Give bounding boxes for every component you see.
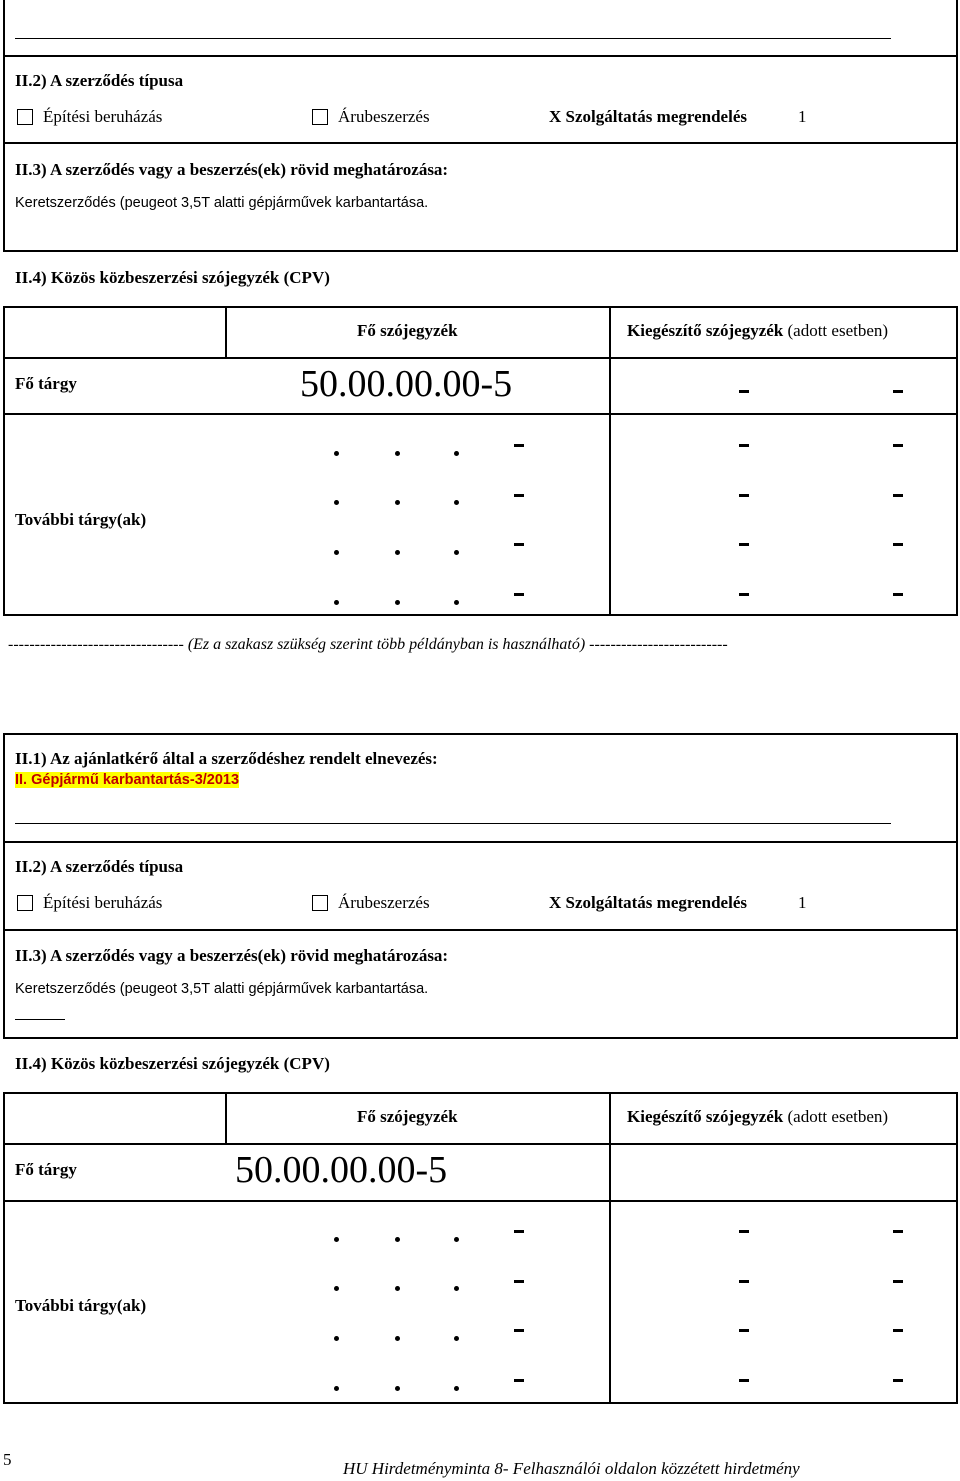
label-supply: Árubeszerzés	[338, 107, 430, 126]
dash	[739, 444, 749, 447]
row-main-label: Fő tárgy	[15, 1160, 77, 1179]
dash	[893, 494, 903, 497]
cpv-table	[3, 1092, 958, 1404]
dash	[739, 1329, 749, 1332]
cell-border	[609, 306, 611, 616]
dash	[514, 1379, 524, 1382]
col-supp-header	[627, 1107, 888, 1127]
dot	[334, 451, 339, 456]
section-separator	[8, 636, 728, 654]
service-note: 1	[798, 893, 807, 912]
dash	[514, 1280, 524, 1283]
name-value	[15, 772, 239, 788]
cpv-table	[3, 306, 958, 616]
cell-border	[225, 306, 227, 357]
dash	[514, 1329, 524, 1332]
col-supp-label: Kiegészítő szójegyzék	[627, 321, 784, 340]
dash	[893, 390, 903, 393]
dash	[739, 1379, 749, 1382]
dot	[454, 1237, 459, 1242]
rule	[15, 823, 891, 824]
label-construction: Építési beruházás	[43, 107, 163, 126]
cell-border	[609, 1092, 611, 1404]
name-value-text: II. Gépjármű karbantartás-3/2013	[15, 772, 240, 788]
divider	[3, 55, 958, 57]
separator-text: (Ez a szakasz szükség szerint több példányban is használható)	[187, 636, 586, 653]
separator-dashes-right: --------------------------	[589, 636, 728, 653]
dot	[454, 451, 459, 456]
divider	[3, 929, 958, 931]
cell-border	[3, 357, 958, 359]
dash	[739, 593, 749, 596]
dash	[514, 593, 524, 596]
checkbox-construction[interactable]	[17, 109, 33, 125]
col-supp-note: (adott esetben)	[787, 321, 889, 340]
desc-heading: II.3) A szerződés vagy a beszerzés(ek) rövid meghatározása:	[15, 946, 449, 965]
cell-border	[225, 1092, 227, 1143]
divider	[3, 733, 958, 735]
page-number: 5	[3, 1450, 12, 1469]
cpv-heading: II.4) Közös közbeszerzési szójegyzék (CPV)	[15, 1054, 330, 1073]
name-heading: II.1) Az ajánlatkérő által a szerződéshez rendelt elnevezés:	[15, 749, 438, 768]
divider	[3, 142, 958, 144]
dash	[893, 1379, 903, 1382]
dot	[334, 1386, 339, 1391]
dot	[334, 500, 339, 505]
dot	[395, 1286, 400, 1291]
dash	[514, 444, 524, 447]
dot	[454, 600, 459, 605]
dash	[893, 1230, 903, 1233]
main-code: 50.00.00.00-5	[235, 1149, 448, 1191]
dot	[454, 1286, 459, 1291]
dot	[395, 550, 400, 555]
label-construction: Építési beruházás	[43, 893, 163, 912]
desc-text: Keretszerződés (peugeot 3,5T alatti gépjárművek karbantartása.	[15, 981, 429, 997]
dash	[739, 390, 749, 393]
dash	[739, 1280, 749, 1283]
frame-left	[3, 733, 5, 1038]
cpv-heading: II.4) Közös közbeszerzési szójegyzék (CPV)	[15, 268, 330, 287]
dot	[395, 451, 400, 456]
divider	[3, 250, 958, 252]
label-service: X Szolgáltatás megrendelés	[549, 107, 747, 126]
col-supp-label: Kiegészítő szójegyzék	[627, 1107, 784, 1126]
frame-right	[956, 733, 958, 1038]
label-supply: Árubeszerzés	[338, 893, 430, 912]
type-heading: II.2) A szerződés típusa	[15, 71, 184, 90]
divider	[3, 1037, 958, 1039]
dot	[395, 500, 400, 505]
service-note: 1	[798, 107, 807, 126]
dot	[334, 1286, 339, 1291]
dot	[454, 1336, 459, 1341]
dot	[334, 1336, 339, 1341]
separator-dashes-left: ---------------------------------	[8, 636, 184, 653]
dash	[739, 543, 749, 546]
dash	[893, 1280, 903, 1283]
dash	[893, 593, 903, 596]
checkbox-supply[interactable]	[312, 109, 328, 125]
footer-text: HU Hirdetményminta 8- Felhasználói oldalon közzétett hirdetmény	[343, 1459, 800, 1478]
dot	[395, 1336, 400, 1341]
dot	[334, 550, 339, 555]
col-main-header: Fő szójegyzék	[357, 1107, 458, 1126]
checkbox-construction[interactable]	[17, 895, 33, 911]
type-heading: II.2) A szerződés típusa	[15, 857, 184, 876]
cell-border	[3, 1200, 958, 1202]
col-main-header: Fő szójegyzék	[357, 321, 458, 340]
dot	[395, 600, 400, 605]
divider	[3, 841, 958, 843]
dot	[454, 550, 459, 555]
short-rule	[15, 1019, 65, 1020]
dot	[334, 600, 339, 605]
checkbox-supply[interactable]	[312, 895, 328, 911]
cell-border	[3, 1143, 958, 1145]
row-additional-label: További tárgy(ak)	[15, 1296, 147, 1315]
dash	[514, 1230, 524, 1233]
dash	[893, 543, 903, 546]
dot	[334, 1237, 339, 1242]
dot	[454, 1386, 459, 1391]
dash	[739, 1230, 749, 1233]
dot	[454, 500, 459, 505]
desc-text: Keretszerződés (peugeot 3,5T alatti gépjárművek karbantartása.	[15, 195, 429, 211]
label-service: X Szolgáltatás megrendelés	[549, 893, 747, 912]
dash	[514, 543, 524, 546]
cell-border	[3, 413, 958, 415]
dash	[893, 444, 903, 447]
col-supp-header	[627, 321, 888, 341]
dot	[395, 1237, 400, 1242]
frame-left	[3, 0, 5, 250]
dash	[739, 494, 749, 497]
dash	[893, 1329, 903, 1332]
row-main-label: Fő tárgy	[15, 374, 77, 393]
main-code: 50.00.00.00-5	[300, 363, 513, 405]
frame-right	[956, 0, 958, 250]
desc-heading: II.3) A szerződés vagy a beszerzés(ek) rövid meghatározása:	[15, 160, 449, 179]
dot	[395, 1386, 400, 1391]
rule	[15, 38, 891, 39]
dash	[514, 494, 524, 497]
row-additional-label: További tárgy(ak)	[15, 510, 147, 529]
col-supp-note: (adott esetben)	[787, 1107, 889, 1126]
